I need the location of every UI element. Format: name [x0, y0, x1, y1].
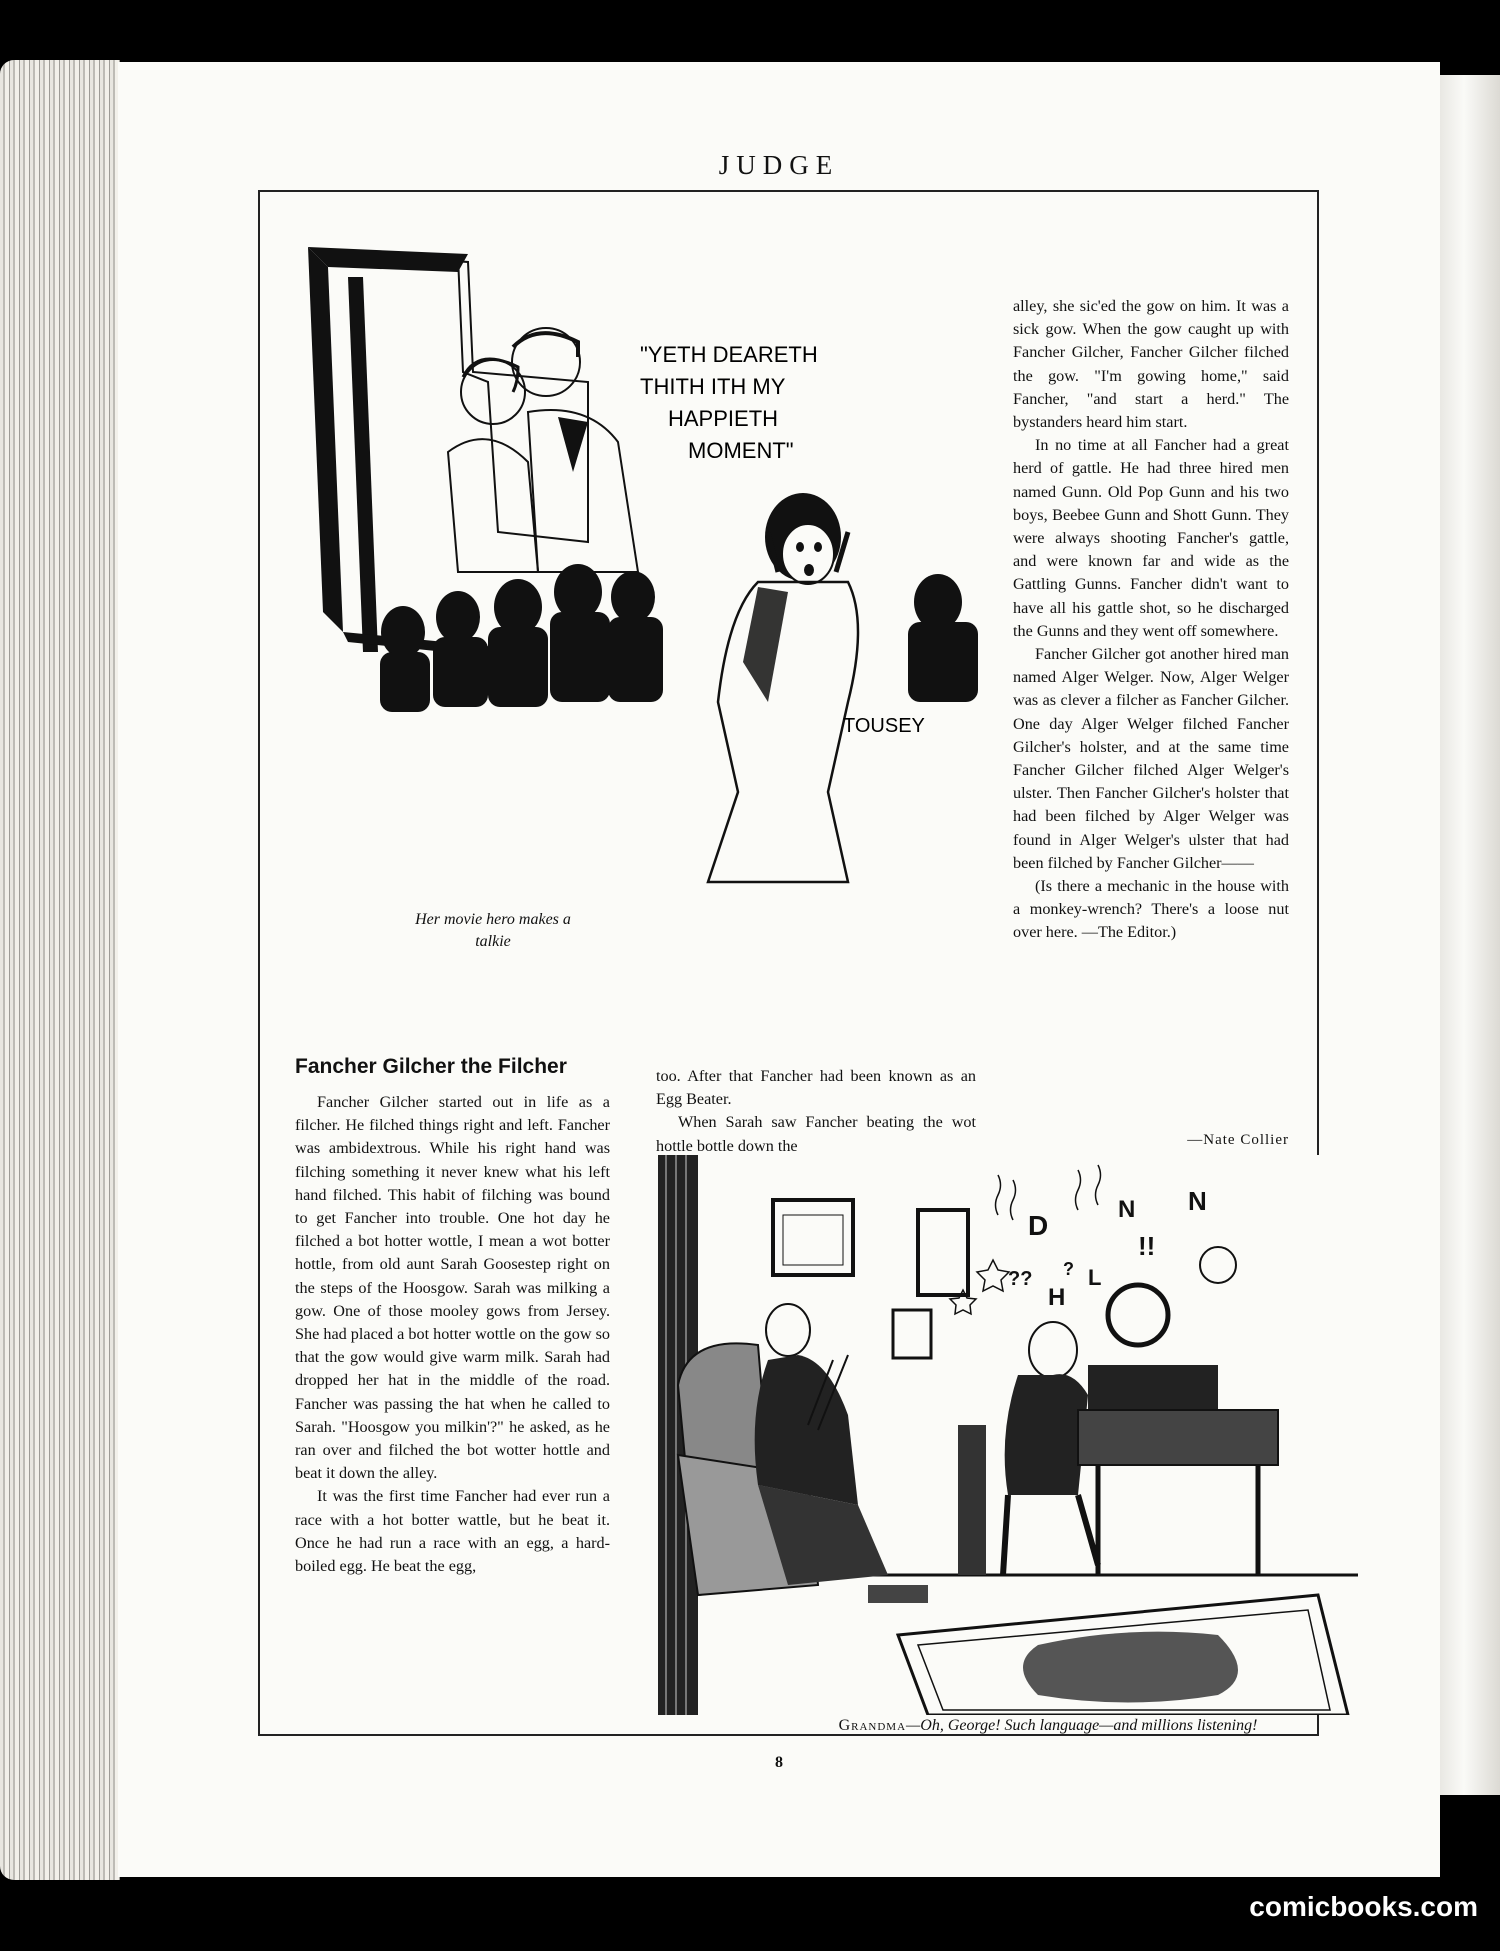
sound-letter-n: N	[1118, 1196, 1136, 1223]
paragraph: alley, she sic'ed the gow on him. It was a sick gow. When the gow caught up with Fancher Gilcher, Fancher Gilcher filched the gow. "I'm gowing home," said Fancher, "and start a herd." The bystanders heard him start.	[1013, 297, 1289, 432]
article-column-left	[295, 1091, 610, 1578]
movie-talkie-cartoon	[288, 232, 1008, 902]
cartoon2-caption	[708, 1717, 1388, 1735]
editor-note: (Is there a mechanic in the house with a monkey-wrench? There's a loose nut over here. —The Editor.)	[1013, 877, 1289, 942]
speech-line-2: THITH ITH MY	[640, 374, 786, 399]
speech-line-4: MOMENT"	[688, 438, 794, 463]
sound-letter-n2: N	[1188, 1186, 1207, 1216]
sound-letter-h: H	[1048, 1284, 1066, 1311]
book-page-edges-right	[1440, 75, 1500, 1795]
sound-question: ??	[1008, 1268, 1033, 1290]
article-column-right	[1013, 295, 1289, 945]
cartoon1-caption-line1: Her movie hero makes a	[415, 911, 571, 928]
speech-line-3: HAPPIETH	[668, 406, 779, 431]
paragraph: When Sarah saw Fancher beating the wot hottle bottle down the	[656, 1113, 976, 1155]
magazine-page	[118, 62, 1440, 1877]
site-watermark: comicbooks.com	[1249, 1891, 1478, 1922]
book-page-edges-left	[0, 60, 120, 1880]
article-title: Fancher Gilcher the Filcher	[295, 1055, 567, 1078]
caption-text: —Oh, George! Such language—and millions listening!	[906, 1717, 1258, 1734]
sound-exclaim: !!	[1138, 1231, 1156, 1261]
paragraph: Fancher Gilcher got another hired man named Alger Welger. Now, Alger Welger was as clever a filcher as Fancher Gilcher. One day Alger Welger filched Fancher Gilcher's holster, and at the same time Fancher Gilcher filched Alger Welger's ulster. Then Fancher Gilcher's holster that had been filched by Alger Welger was found in Alger Welger's ulster that had been filched by Fancher Gilcher——	[1013, 645, 1289, 872]
page-number: 8	[775, 1754, 783, 1771]
artist-signature: TOUSEY	[843, 715, 925, 737]
paragraph: It was the first time Fancher had ever run a race with a hot botter wattle, but he beat it. Once he had run a race with an egg, a hard-boiled egg. He beat the egg,	[295, 1487, 610, 1576]
cartoon1-caption-line2: talkie	[475, 933, 511, 950]
paragraph: In no time at all Fancher had a great herd of gattle. He had three hired men named Gunn. Old Pop Gunn and his two boys, Beebee Gunn and Shott Gunn. They were always shooting Fancher's gattle, and were known far and wide as the Gattling Gunns. Fancher didn't want to have all his gattle shot, so he discharged the Gunns and they went off somewhere.	[1013, 436, 1289, 640]
article-column-middle	[656, 1065, 976, 1158]
sound-letter-d: D	[1028, 1210, 1049, 1241]
speech-line-1: "YETH DEARETH	[640, 342, 818, 367]
magazine-header: JUDGE	[718, 150, 840, 180]
radio-cartoon	[658, 1155, 1358, 1715]
sound-question2: ?	[1063, 1259, 1074, 1279]
paragraph: too. After that Fancher had been known as an Egg Beater.	[656, 1067, 976, 1109]
author-byline: —Nate Collier	[1187, 1132, 1289, 1148]
cartoon1-caption	[338, 909, 648, 953]
sound-letter-l: L	[1088, 1265, 1102, 1290]
paragraph: Fancher Gilcher started out in life as a filcher. He filched things right and left. Fancher was ambidextrous. While his right hand was filching something it never knew what his left hand filched. This habit of filching was bound to get Fancher into trouble. One hot day he filched a bot hotter wottle, I mean a wot botter hottle, from old aunt Sarah Goosestep right on the steps of the Hoosgow. Sarah was milking a gow. One of those mooley gows from Jersey. She had placed a bot hotter wottle on the gow so that the gow would give warm milk. Sarah had dropped her hat in the middle of the road. Fancher was passing the hat when he called to Sarah. "Hoosgow you milkin'?" he asked, as he ran over and filched the bot wotter hottle and beat it down the alley.	[295, 1093, 610, 1483]
caption-speaker: Grandma	[838, 1717, 907, 1734]
